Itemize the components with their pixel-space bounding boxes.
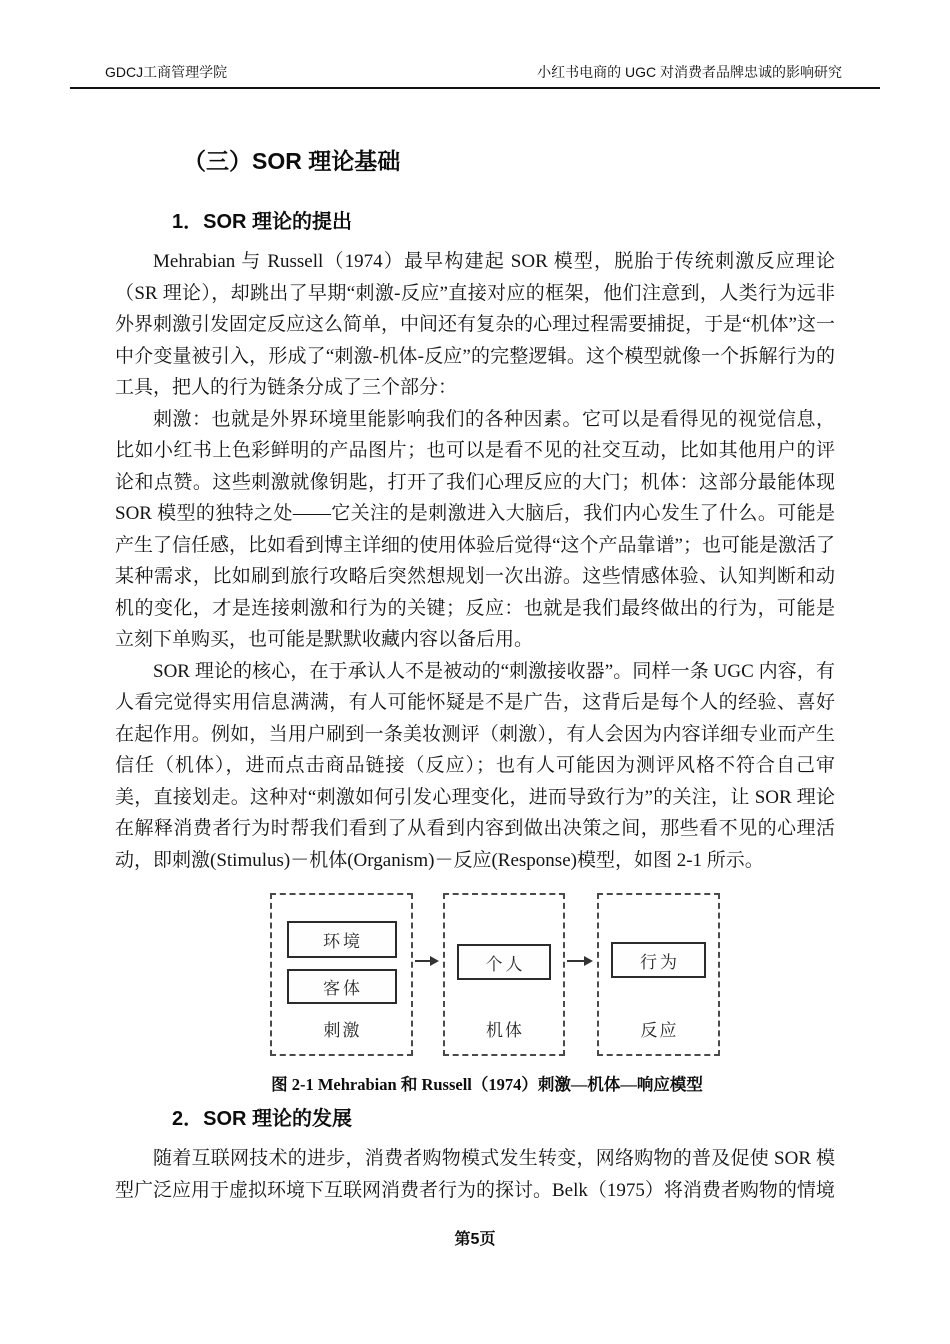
section-title: （三）SOR 理论基础	[183, 148, 401, 174]
header-rule	[70, 87, 880, 89]
arrow-right-icon	[567, 960, 591, 962]
paragraph: 随着互联网技术的进步，消费者购物模式发生转变，网络购物的普及促使 SOR 模型广泛应用于虚拟环境下互联网消费者行为的探讨。Belk（1975）将消费者购物的情境	[115, 1148, 835, 1201]
subsection-heading-1: 1．SOR 理论的提出	[172, 211, 353, 233]
organism-label: 机体	[486, 1021, 524, 1040]
environment-box: 环境	[287, 921, 397, 958]
response-label: 反应	[640, 1021, 679, 1040]
behavior-box: 行为	[611, 942, 706, 978]
stimulus-group-box	[270, 893, 413, 1056]
sor-diagram	[270, 893, 722, 1057]
paragraph: SOR 理论的核心，在于承认人不是被动的“刺激接收器”。同样一条 UGC 内容，有人看完觉得实用信息满满，有人可能怀疑是不是广告，这背后是每个人的经验、喜好在起作用。例如，当用户刷到一条美妆测评（刺激），有人会因为内容详细专业而产生信任（机体），进而点击商品链接（反应）；也有人可能因为测评风格不符合自己审美，直接划走。这种对“刺激如何引发心理变化，进而导致行为”的关注，让 SOR 理论在解释消费者行为时帮我们看到了从看到内容到做出决策之间，那些看不见的心理活动，即刺激(Stimulus)－机体(Organism)－反应(Response)模型，如图 2-1 所示。	[115, 660, 835, 871]
header-right-text: 小红书电商的 UGC 对消费者品牌忠诚的影响研究	[537, 64, 842, 80]
organism-group-box	[443, 893, 565, 1056]
content-area	[115, 145, 835, 1206]
individual-box: 个人	[457, 944, 551, 980]
figure-caption: 图 2-1 Mehrabian 和 Russell（1974）刺激—机体—响应模型	[271, 1075, 703, 1094]
sor-model-figure	[115, 893, 835, 1096]
page-number: 第5页	[454, 1231, 496, 1248]
object-box: 客体	[287, 969, 397, 1004]
page-footer	[0, 1226, 950, 1249]
arrow-right-icon	[415, 960, 437, 962]
stimulus-label: 刺激	[323, 1021, 362, 1040]
page-header	[105, 62, 842, 82]
paragraph: Mehrabian 与 Russell（1974）最早构建起 SOR 模型，脱胎于传统刺激反应理论（SR 理论），却跳出了早期“刺激-反应”直接对应的框架，他们注意到，人类行为远非外界刺激引发固定反应这么简单，中间还有复杂的心理过程需要捕捉，于是“机体”这一中介变量被引入，形成了“刺激-机体-反应”的完整逻辑。这个模型就像一个拆解行为的工具，把人的行为链条分成了三个部分：	[115, 251, 835, 398]
header-left-text: GDCJ工商管理学院	[105, 64, 228, 80]
subsection-heading-2: 2．SOR 理论的发展	[172, 1108, 353, 1130]
paragraph: 刺激：也就是外界环境里能影响我们的各种因素。它可以是看得见的视觉信息，比如小红书上色彩鲜明的产品图片；也可以是看不见的社交互动，比如其他用户的评论和点赞。这些刺激就像钥匙，打开了我们心理反应的大门；机体：这部分最能体现 SOR 模型的独特之处——它关注的是刺激进入大脑后，我们内心发生了什么。可能是产生了信任感，比如看到博主详细的使用体验后觉得“这个产品靠谱”；也可能是激活了某种需求，比如刷到旅行攻略后突然想规划一次出游。这些情感体验、认知判断和动机的变化，才是连接刺激和行为的关键；反应：也就是我们最终做出的行为，可能是立刻下单购买，也可能是默默收藏内容以备后用。	[115, 408, 835, 650]
response-group-box	[597, 893, 720, 1056]
